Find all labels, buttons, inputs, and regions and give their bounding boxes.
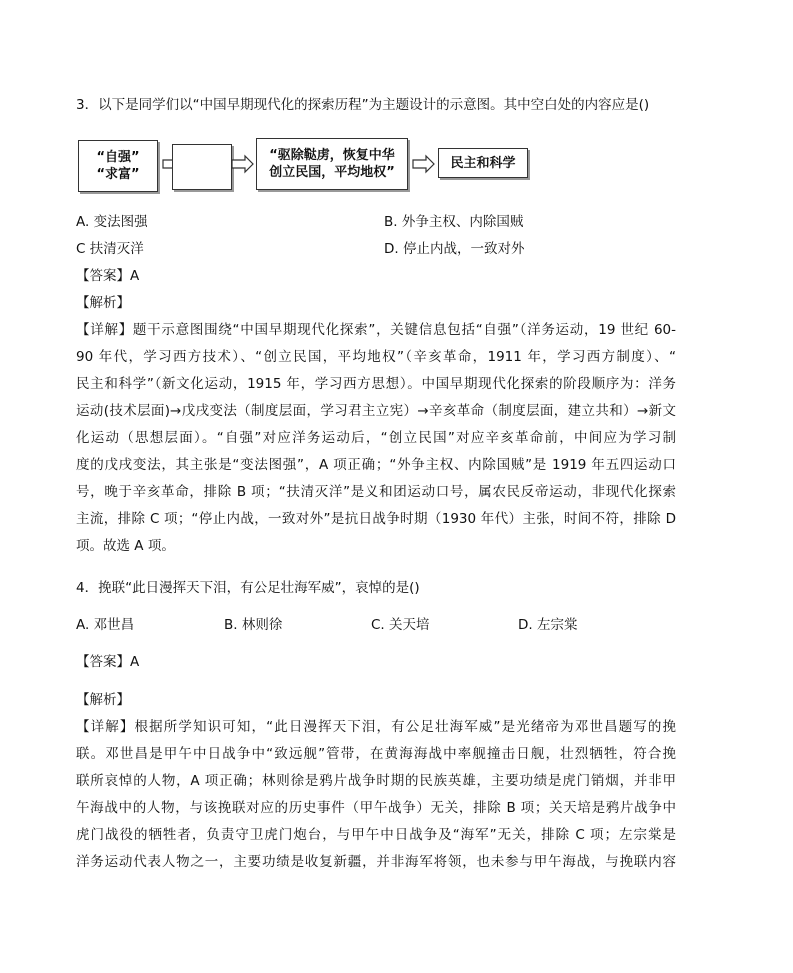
diagram-box-democracy-science: 民主和科学 [438, 148, 528, 178]
q4-analysis-line: 联。邓世昌是甲午中日战争中“致远舰”管带，在黄海海战中率舰撞击日舰，壮烈牺牲，符合挽 [76, 746, 676, 762]
diagram-box3-line2: 创立民国，平均地权” [269, 165, 395, 180]
q3-analysis-line: 90 年代，学习西方技术）、“创立民国，平均地权”（辛亥革命，1911 年，学习西方制度）、“ [76, 349, 676, 365]
q3-analysis-line: 【详解】题干示意图围绕“中国早期现代化探索”，关键信息包括“自强”（洋务运动，19 世纪 60- [76, 322, 676, 338]
q3-diagram [78, 130, 538, 196]
q3-analysis-line: 度的戊戌变法，其主张是“变法图强”，A 项正确；“外争主权、内除国贼”是 1919 年五四运动口 [76, 457, 676, 473]
q4-analysis-line: 【详解】根据所学知识可知，“此日漫挥天下泪，有公足壮海军威”是光绪帝为邓世昌题写的挽 [76, 719, 676, 735]
q4-option-c: C. 关天培 [371, 617, 430, 633]
diagram-arrow-2 [231, 154, 255, 174]
q3-option-c: C 扶清灭洋 [76, 241, 144, 257]
diagram-box-revolution [256, 138, 408, 190]
q3-analysis-line: 运动(技术层面)→戊戌变法（制度层面，学习君主立宪）→辛亥革命（制度层面，建立共和）→新文 [76, 403, 676, 419]
diagram-box1-line2: “求富” [96, 167, 140, 182]
q3-option-a: A. 变法图强 [76, 214, 148, 230]
q3-stem: 3．以下是同学们以“中国早期现代化的探索历程”为主题设计的示意图。其中空白处的内容应是() [76, 97, 650, 113]
q4-option-d: D. 左宗棠 [518, 617, 578, 633]
q3-analysis-line: 主流，排除 C 项；“停止内战，一致对外”是抗日战争时期（1930 年代）主张，时间不符，排除 D [76, 511, 676, 527]
q3-analysis-line: 项。故选 A 项。 [76, 538, 175, 554]
diagram-box1-line1: “自强” [96, 150, 140, 165]
q3-analysis-line: 化运动（思想层面）。“自强”对应洋务运动后，“创立民国”对应辛亥革命前，中间应为学习制 [76, 430, 676, 446]
q4-analysis-line: 虎门战役的牺牲者，负责守卫虎门炮台，与甲午中日战争及“海军”无关，排除 C 项；左宗棠是 [76, 827, 676, 843]
diagram-box-self-strengthening [78, 140, 158, 192]
q3-analysis-line: 民主和科学”（新文化运动，1915 年，学习西方思想）。中国早期现代化探索的阶段顺序为：洋务 [76, 376, 676, 392]
q4-analysis-line: 洋务运动代表人物之一，主要功绩是收复新疆，并非海军将领，也未参与甲午海战，与挽联内容 [76, 854, 676, 870]
q4-analysis-label: 【解析】 [76, 692, 130, 708]
q4-analysis-line: 联所哀悼的人物，A 项正确；林则徐是鸦片战争时期的民族英雄，主要功绩是虎门销烟，并非甲 [76, 773, 676, 789]
q3-analysis-line: 号，晚于辛亥革命，排除 B 项；“扶清灭洋”是义和团运动口号，属农民反帝运动，非现代化探索 [76, 484, 676, 500]
diagram-box3-line1: “驱除鞑虏，恢复中华 [269, 148, 395, 163]
q3-option-d: D. 停止内战，一致对外 [384, 241, 525, 257]
q3-answer: 【答案】A [76, 268, 140, 284]
q4-analysis-line: 午海战中的人物，与该挽联对应的历史事件（甲午战争）无关，排除 B 项；关天培是鸦片战争中 [76, 800, 676, 816]
q4-answer: 【答案】A [76, 654, 140, 670]
q3-analysis-label: 【解析】 [76, 295, 130, 311]
q4-option-a: A. 邓世昌 [76, 617, 135, 633]
q3-option-b: B. 外争主权、内除国贼 [384, 214, 524, 230]
diagram-box-blank [172, 144, 232, 190]
q4-stem: 4．挽联“此日漫挥天下泪，有公足壮海军威”，哀悼的是() [76, 580, 420, 596]
q4-option-b: B. 林则徐 [224, 617, 283, 633]
diagram-arrow-3 [412, 154, 436, 174]
